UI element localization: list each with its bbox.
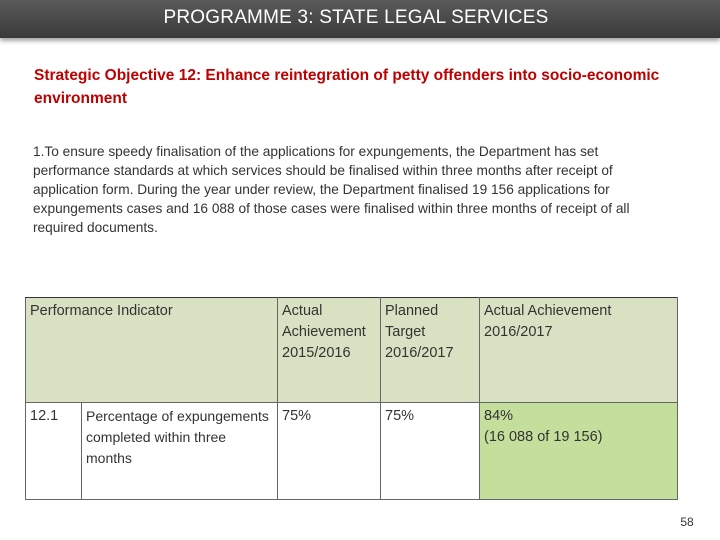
row-indicator: Percentage of expungements completed within three months xyxy=(82,403,278,500)
row-actual-2016-2017 xyxy=(480,403,678,500)
performance-table xyxy=(25,297,678,500)
title-bar xyxy=(0,0,720,38)
header-planned-2016-2017: Planned Target 2016/2017 xyxy=(381,298,480,403)
actual-percentage: 84% xyxy=(484,408,514,424)
table-header-row xyxy=(26,298,678,403)
header-performance-indicator: Performance Indicator xyxy=(26,298,278,403)
slide-title: PROGRAMME 3: STATE LEGAL SERVICES xyxy=(163,7,549,28)
header-actual-2016-2017: Actual Achievement 2016/2017 xyxy=(480,298,678,403)
row-number: 12.1 xyxy=(26,403,82,500)
actual-count-note: (16 088 of 19 156) xyxy=(484,429,603,445)
strategic-objective: Strategic Objective 12: Enhance reintegration of petty offenders into socio-economic environment xyxy=(34,67,660,107)
table-row xyxy=(26,403,678,500)
row-actual-2015-2016: 75% xyxy=(278,403,381,500)
page-number: 58 xyxy=(680,515,694,529)
description-paragraph: 1.To ensure speedy finalisation of the applications for expungements, the Department has set performance standards at which services should be finalised within three months after receipt of application form. During the year under review, the Department finalised 19 156 applications for expungements cases and 16 088 of those cases were finalised within three months of receipt of all required documents. xyxy=(33,144,630,235)
header-actual-2015-2016: Actual Achievement 2015/2016 xyxy=(278,298,381,403)
row-planned-2016-2017: 75% xyxy=(381,403,480,500)
